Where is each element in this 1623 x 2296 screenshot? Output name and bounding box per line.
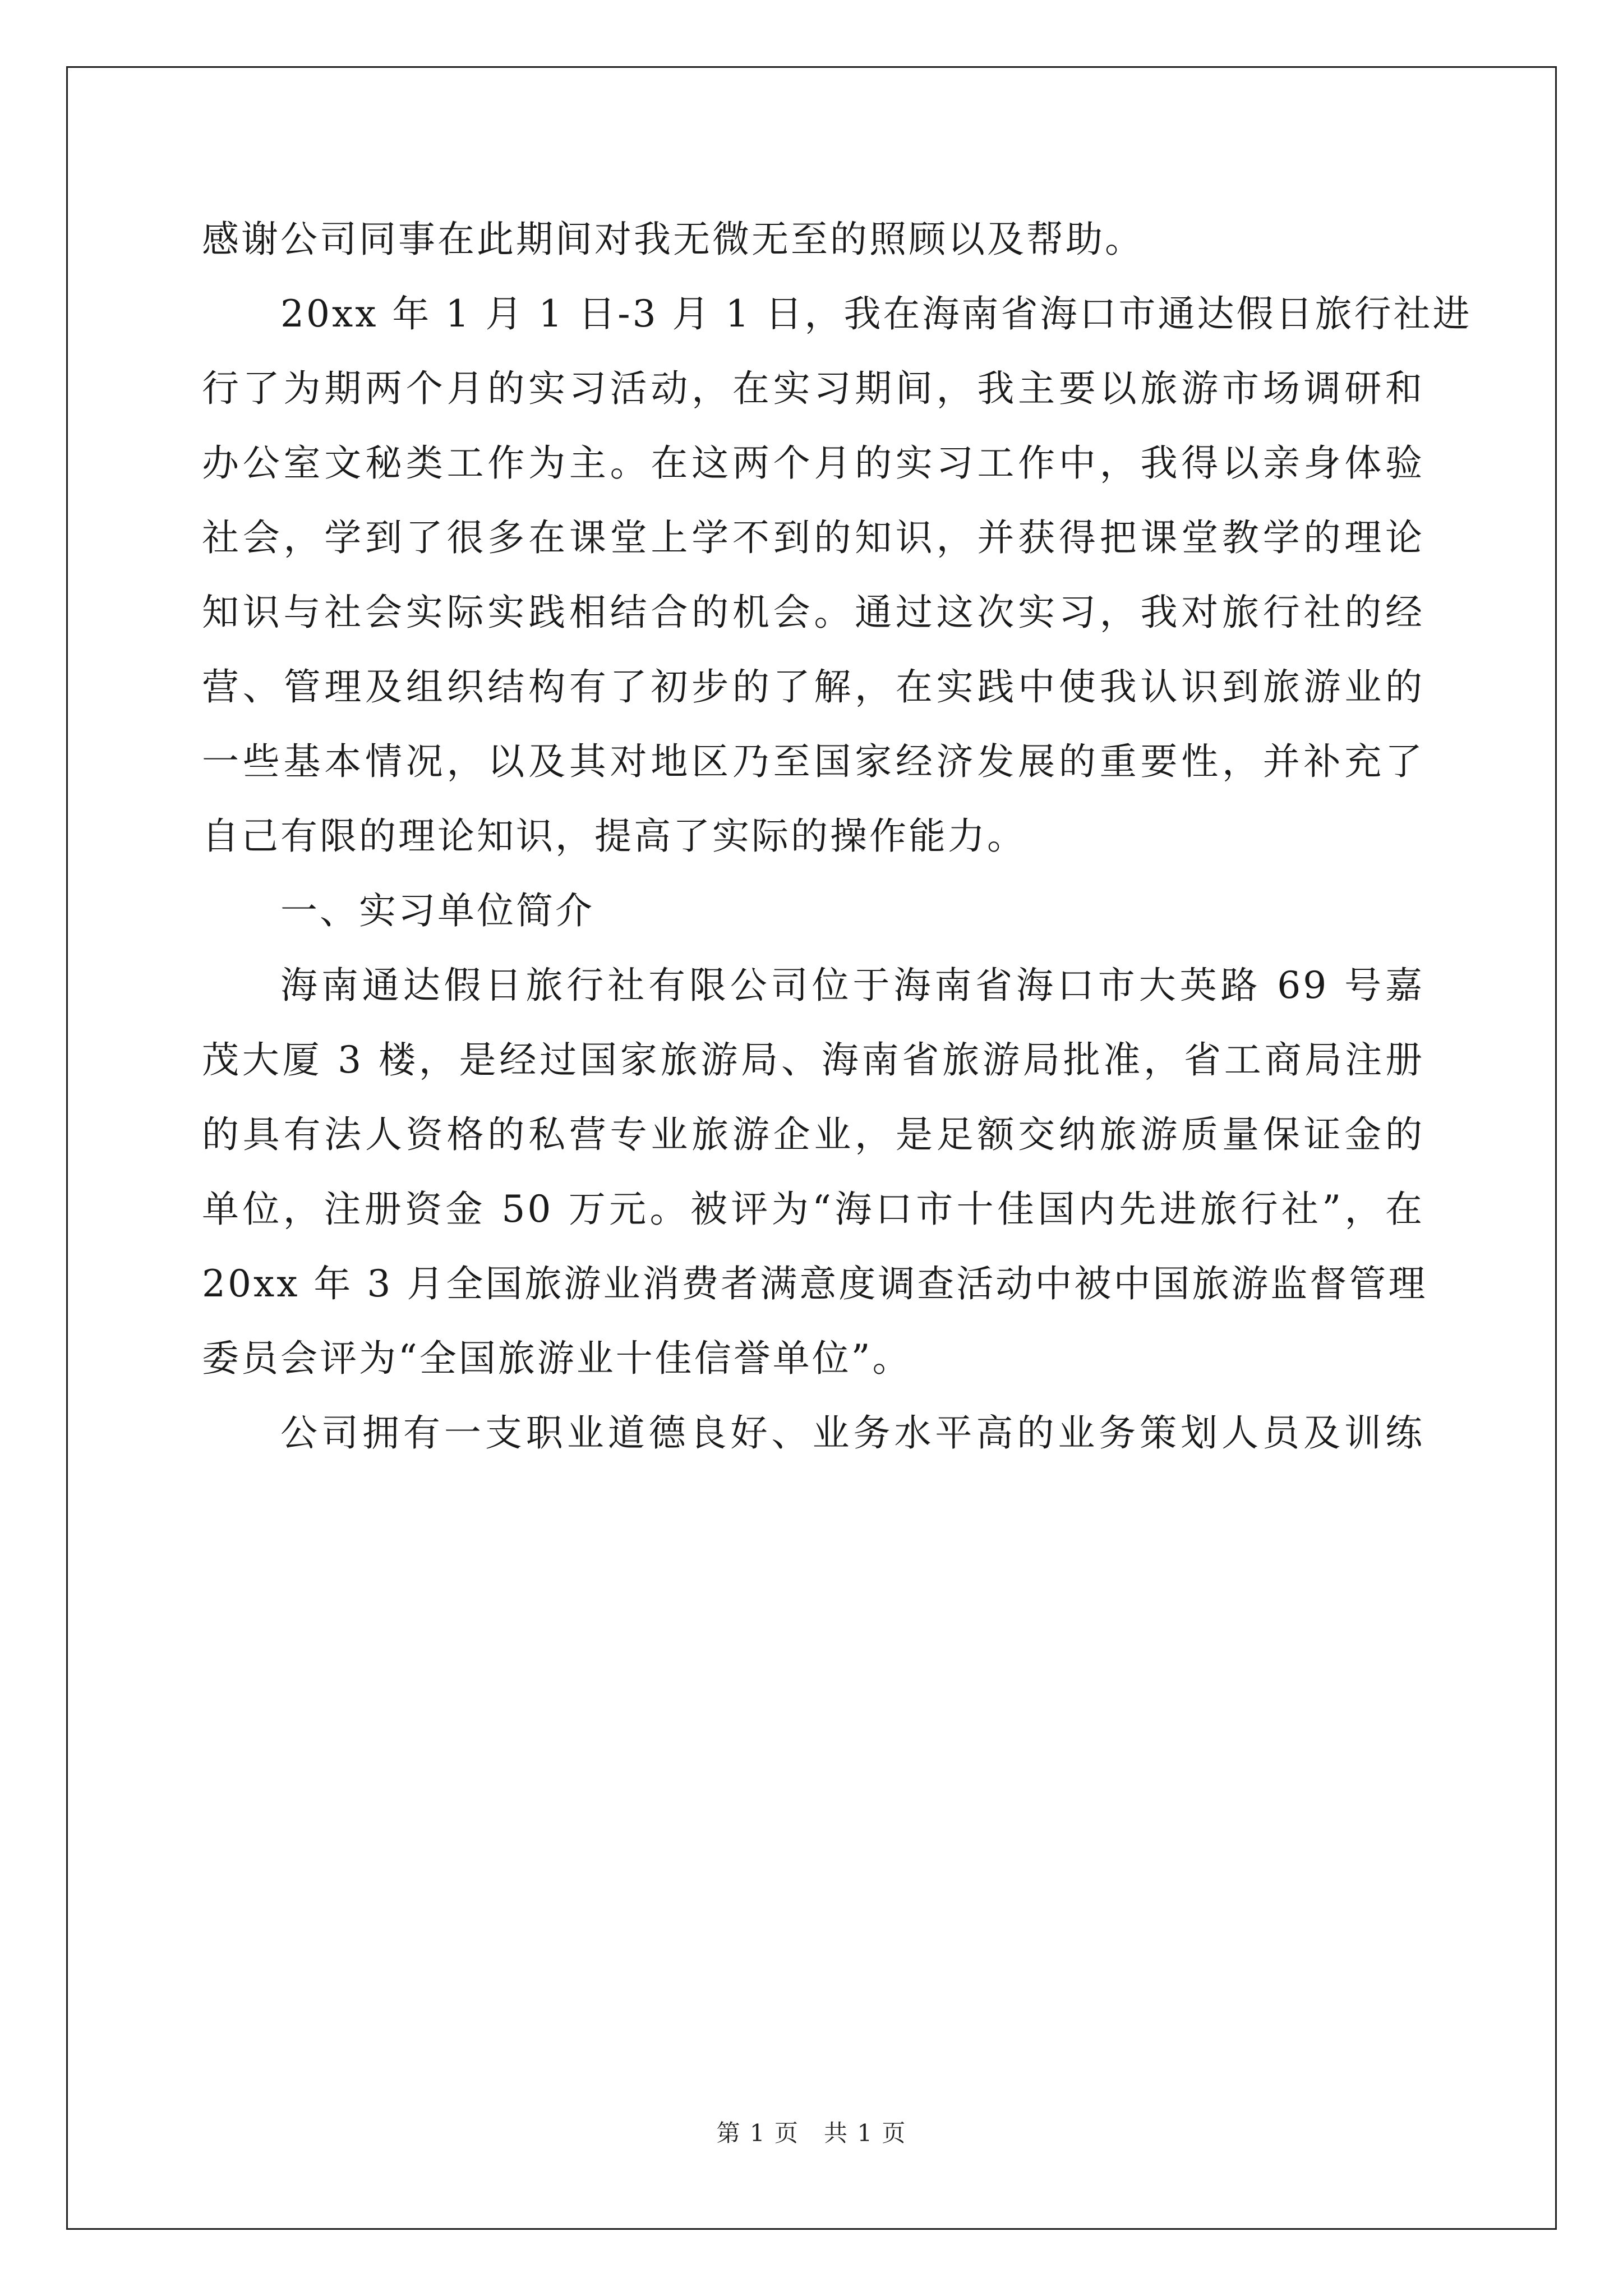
text-line: 知识与社会实际实践相结合的机会。通过这次实习，我对旅行社的经 (202, 591, 1424, 634)
text-line: 的具有法人资格的私营专业旅游企业，是足额交纳旅游质量保证金的 (202, 1113, 1424, 1156)
text-line: 办公室文秘类工作为主。在这两个月的实习工作中，我得以亲身体验 (202, 441, 1424, 485)
text-line: 一些基本情况，以及其对地区乃至国家经济发展的重要性，并补充了 (202, 740, 1424, 783)
section-heading: 一、实习单位简介 (280, 889, 594, 932)
text-line: 茂大厦 3 楼，是经过国家旅游局、海南省旅游局批准，省工商局注册 (202, 1038, 1424, 1082)
text-line: 营、管理及组织结构有了初步的了解，在实践中使我认识到旅游业的 (202, 665, 1424, 708)
text-line: 感谢公司同事在此期间对我无微无至的照顾以及帮助。 (202, 218, 1144, 261)
text-line: 20xx 年 3 月全国旅游业消费者满意度调查活动中被中国旅游监督管理 (202, 1262, 1428, 1305)
text-line: 社会，学到了很多在课堂上学不到的知识，并获得把课堂教学的理论 (202, 516, 1424, 559)
paragraph-line: 公司拥有一支职业道德良好、业务水平高的业务策划人员及训练 (280, 1411, 1424, 1455)
text-line: 委员会评为“全国旅游业十佳信誉单位”。 (202, 1337, 912, 1380)
text-line: 自己有限的理论知识，提高了实际的操作能力。 (202, 815, 1026, 858)
text-line: 行了为期两个月的实习活动，在实习期间，我主要以旅游市场调研和 (202, 367, 1424, 410)
paragraph-line: 海南通达假日旅行社有限公司位于海南省海口市大英路 69 号嘉 (280, 964, 1424, 1007)
paragraph-line: 20xx 年 1 月 1 日-3 月 1 日，我在海南省海口市通达假日旅行社进 (280, 292, 1472, 335)
text-line: 单位，注册资金 50 万元。被评为“海口市十佳国内先进旅行社”，在 (202, 1188, 1424, 1231)
page-footer: 第 1 页 共 1 页 (716, 2119, 907, 2147)
document-body (202, 202, 1472, 1470)
